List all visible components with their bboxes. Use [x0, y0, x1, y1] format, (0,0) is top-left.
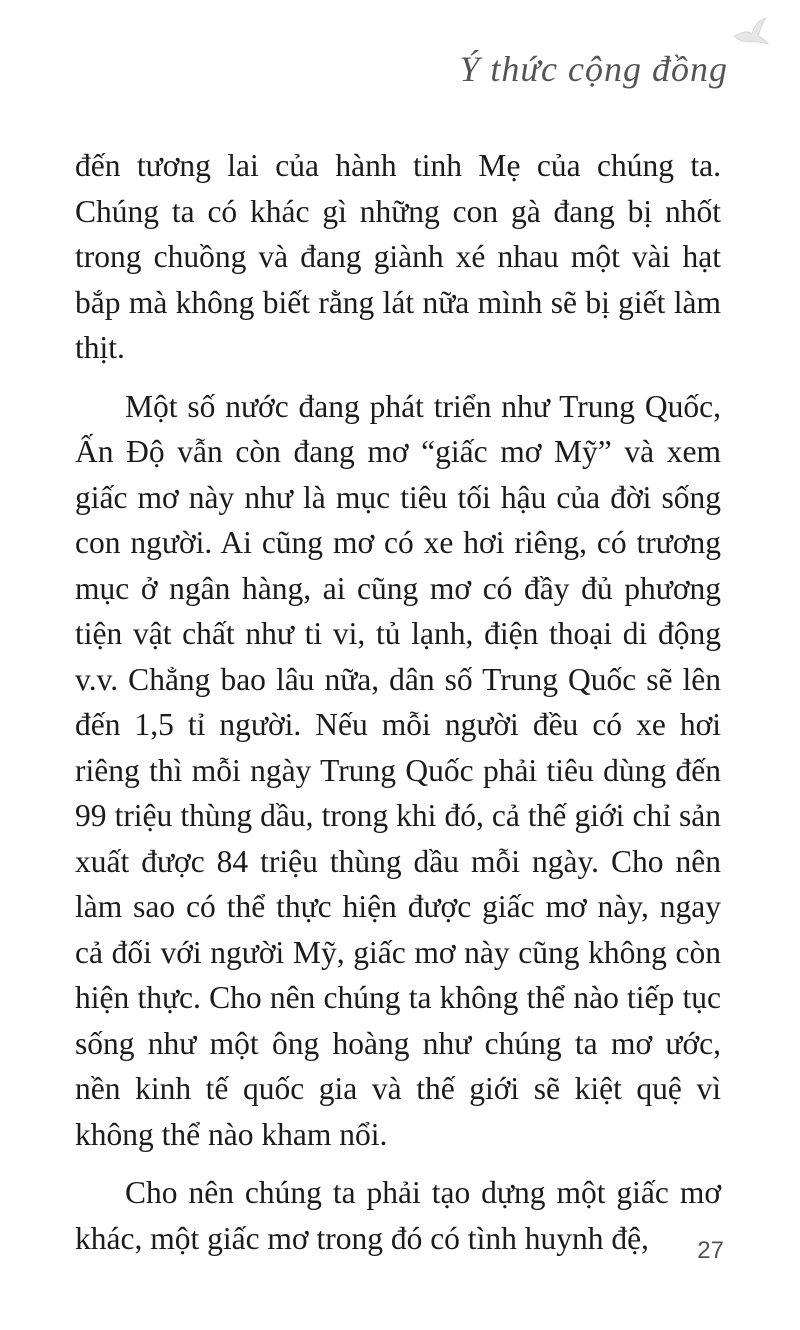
paragraph-continued: đến tương lai của hành tinh Mẹ của chúng ta. Chúng ta có khác gì những con gà đang bị nhốt trong chuồng và đang giành xé nhau một vài hạt bắp mà không biết rằng lát nữa mình sẽ bị giết làm thịt. — [75, 148, 721, 365]
page-number: 27 — [697, 1237, 724, 1264]
running-header: Ý thức cộng đồng — [459, 49, 728, 89]
bird-icon — [730, 14, 770, 54]
paragraph: Cho nên chúng ta phải tạo dựng một giấc mơ khác, một giấc mơ trong đó có tình huynh đệ, — [75, 1175, 721, 1256]
paragraph: Một số nước đang phát triển như Trung Quốc, Ấn Độ vẫn còn đang mơ “giấc mơ Mỹ” và xem giấc mơ này như là mục tiêu tối hậu của đời sống con người. Ai cũng mơ có xe hơi riêng, có trương mục ở ngân hàng, ai cũng mơ có đầy đủ phương tiện vật chất như ti vi, tủ lạnh, điện thoại di động v.v. Chẳng bao lâu nữa, dân số Trung Quốc sẽ lên đến 1,5 tỉ người. Nếu mỗi người đều có xe hơi riêng thì mỗi ngày Trung Quốc phải tiêu dùng đến 99 triệu thùng dầu, trong khi đó, cả thế giới chỉ sản xuất được 84 triệu thùng dầu mỗi ngày. Cho nên làm sao có thể thực hiện được giấc mơ này, ngay cả đối với người Mỹ, giấc mơ này cũng không còn hiện thực. Cho nên chúng ta không thể nào tiếp tục sống như một ông hoàng như chúng ta mơ ước, nền kinh tế quốc gia và thế giới sẽ kiệt quệ vì không thể nào kham nổi. — [75, 388, 721, 1152]
body-text — [75, 143, 721, 1274]
